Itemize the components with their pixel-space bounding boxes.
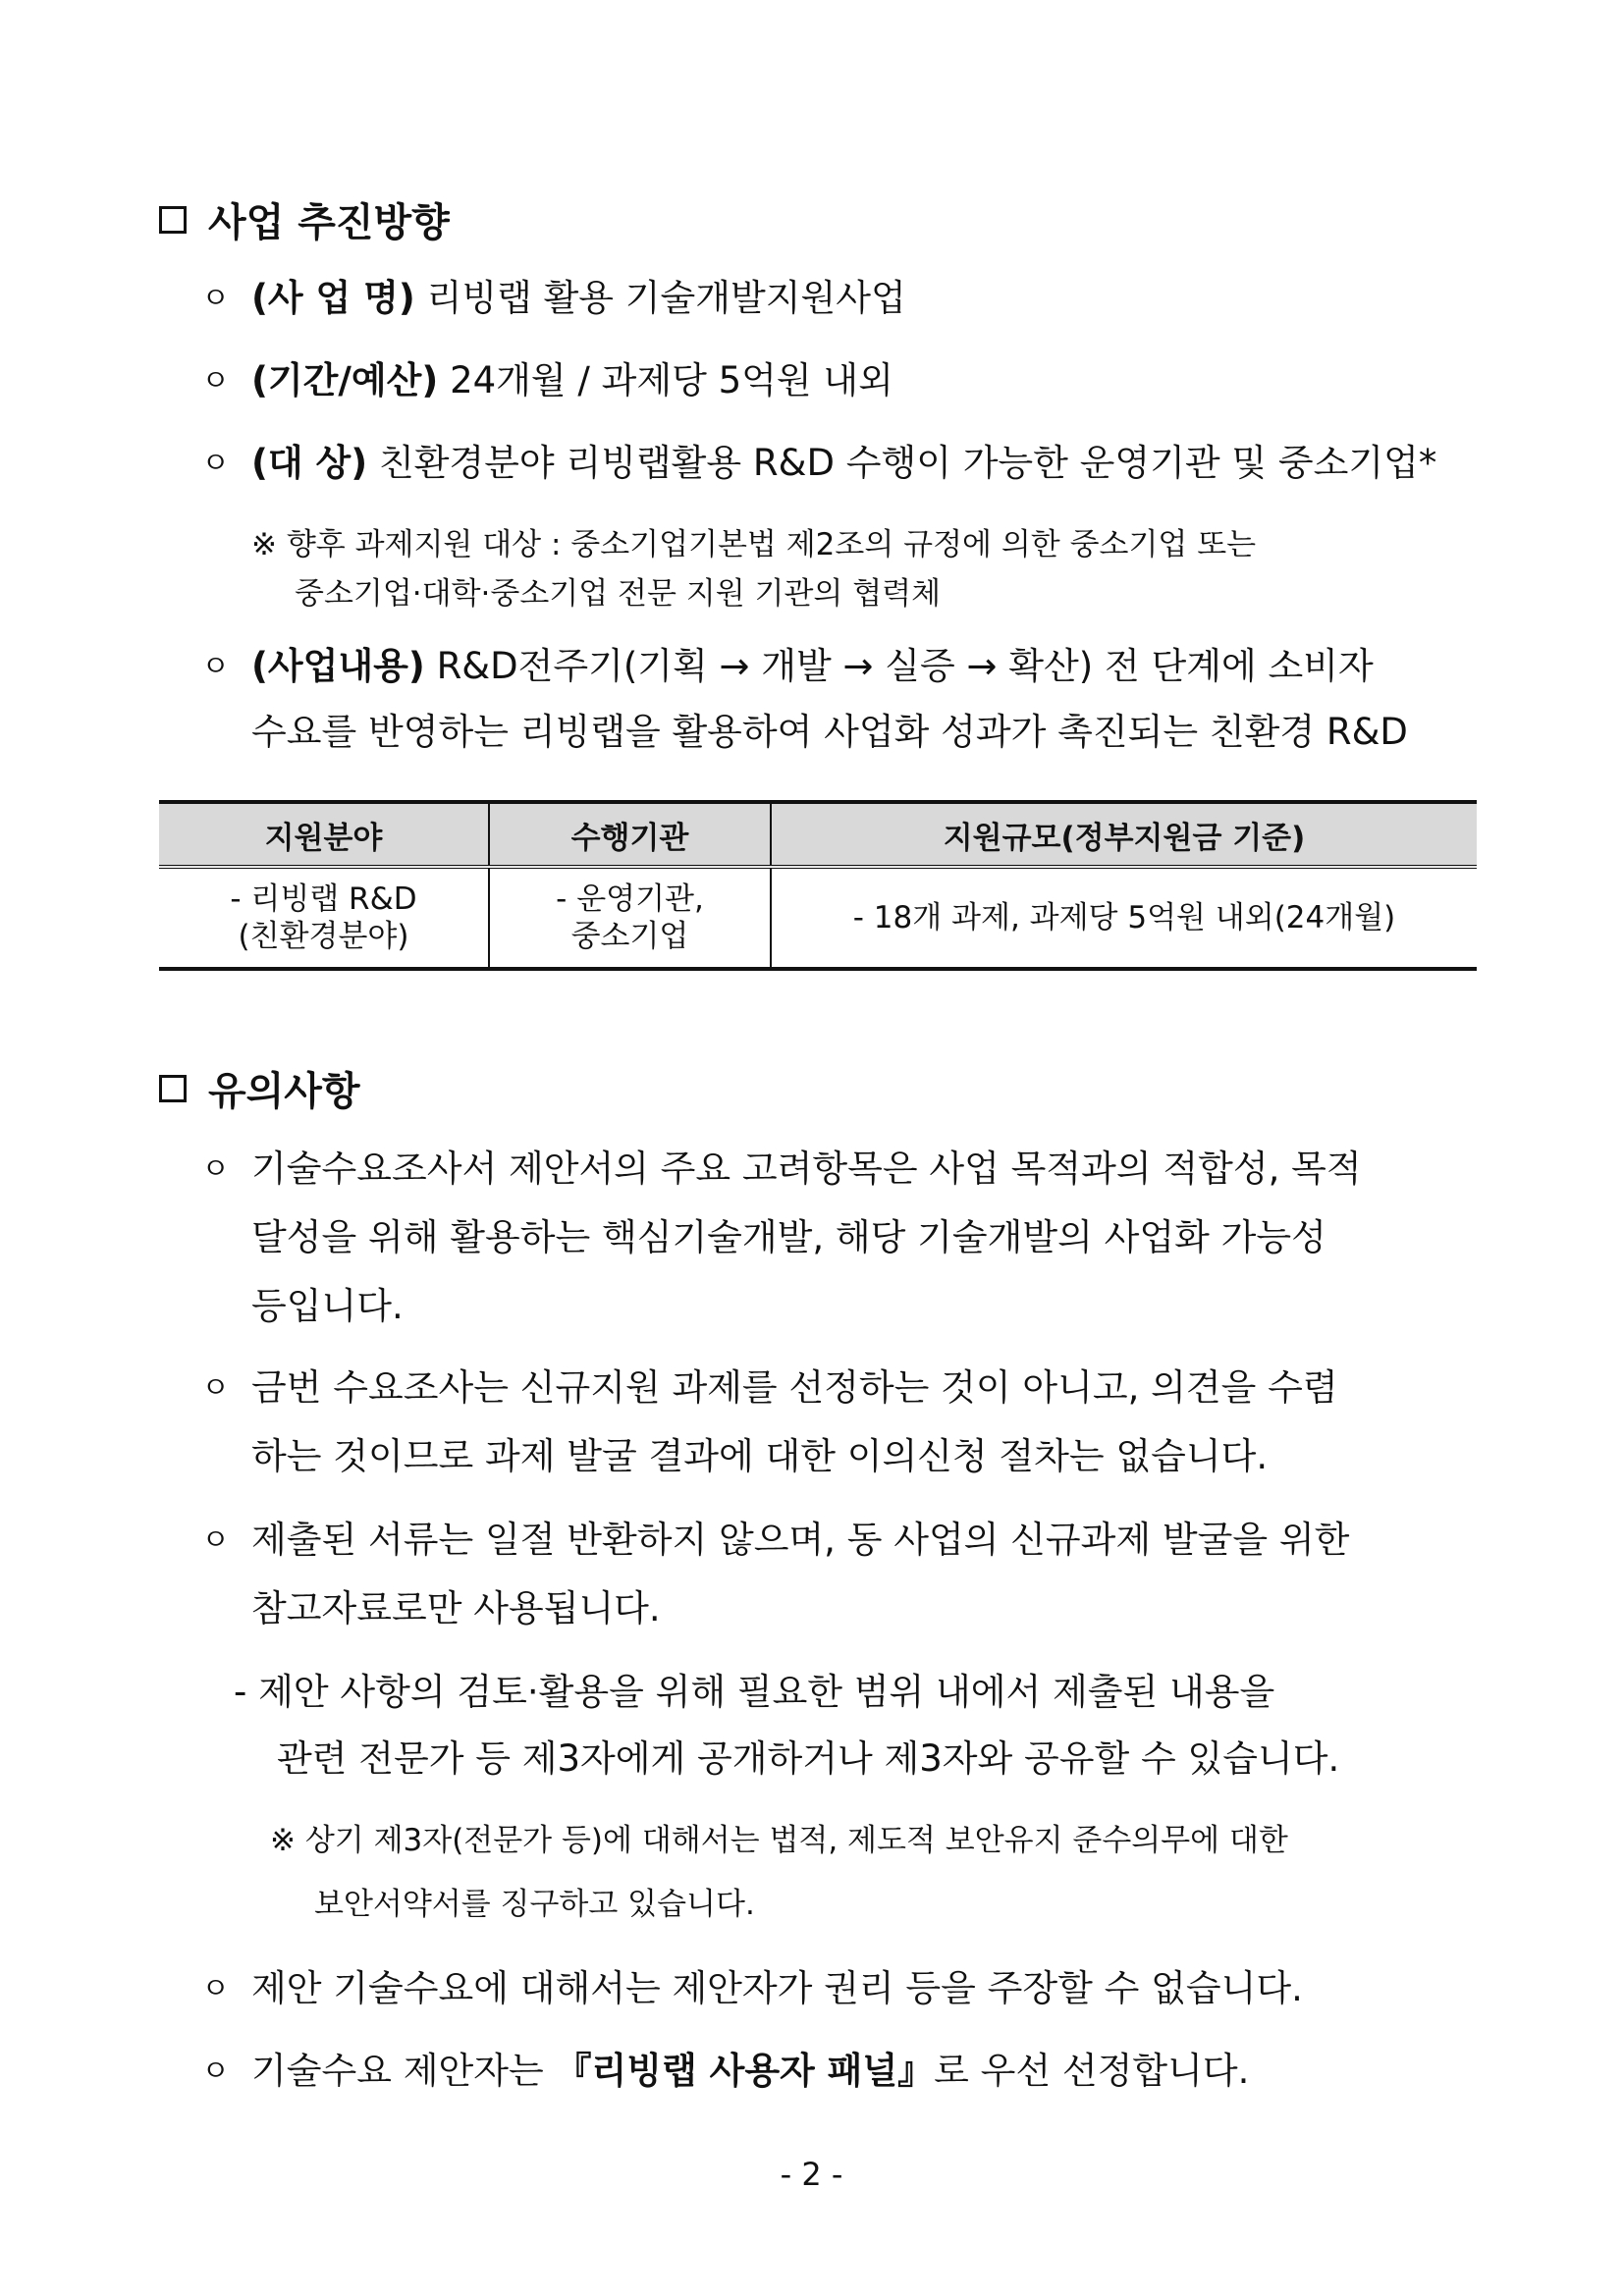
- item-text: 리빙랩 활용 기술개발지원사업: [426, 277, 906, 319]
- support-table: [159, 800, 1477, 971]
- section-heading-notes: [159, 1060, 360, 1116]
- item-text: 24개월 / 과제당 5억원 내외: [450, 359, 893, 401]
- note-line: 보안서약서를 징구하고 있습니다.: [314, 1887, 755, 1922]
- bullet-icon: ㅇ: [201, 282, 230, 316]
- text: 기술수요 제안자는: [251, 2050, 544, 2092]
- item-period-budget: [251, 357, 1476, 404]
- item-text-continued: 수요를 반영하는 리빙랩을 활용하여 사업화 성과가 촉진되는 친환경 R&D: [251, 711, 1408, 753]
- paragraph-line: 달성을 위해 활용하는 핵심기술개발, 해당 기술개발의 사업화 가능성: [251, 1216, 1326, 1258]
- paragraph-line: 제안 기술수요에 대해서는 제안자가 권리 등을 주장할 수 없습니다.: [251, 1967, 1303, 2009]
- bold-text: 『리빙랩 사용자 패널』: [555, 2050, 935, 2092]
- bullet-icon: ㅇ: [201, 447, 230, 481]
- bullet-icon: ㅇ: [201, 1371, 230, 1406]
- note-line: 중소기업·대학·중소기업 전문 지원 기관의 협력체: [295, 576, 942, 612]
- bullet-icon: ㅇ: [201, 2055, 230, 2089]
- item-target: [251, 440, 1476, 487]
- table-header: 지원분야: [159, 802, 489, 867]
- bullet-icon: ㅇ: [201, 650, 230, 684]
- table-header: 지원규모(정부지원금 기준): [771, 802, 1477, 867]
- paragraph-line: 참고자료로만 사용됩니다.: [251, 1587, 661, 1629]
- paragraph-line: 기술수요조사서 제안서의 주요 고려항목은 사업 목적과의 적합성, 목적: [251, 1148, 1362, 1190]
- paragraph-line: 등입니다.: [251, 1285, 404, 1327]
- page-number: - 2 -: [780, 2156, 843, 2193]
- item-business-content: [251, 643, 1476, 690]
- item-label: (사업내용): [251, 645, 425, 687]
- item-label: (사 업 명): [251, 277, 415, 319]
- sub-item-line: - 제안 사항의 검토·활용을 위해 필요한 범위 내에서 제출된 내용을: [234, 1671, 1275, 1713]
- item-text: R&D전주기(기획 → 개발 → 실증 → 확산) 전 단계에 소비자: [436, 645, 1374, 687]
- checkbox-square-icon: [159, 206, 187, 234]
- item-text: 친환경분야 리빙랩활용 R&D 수행이 가능한 운영기관 및 중소기업*: [378, 442, 1437, 484]
- table-cell: - 18개 과제, 과제당 5억원 내외(24개월): [852, 900, 1396, 935]
- checkbox-square-icon: [159, 1075, 187, 1102]
- bullet-icon: ㅇ: [201, 1152, 230, 1187]
- item-business-name: [251, 275, 1476, 322]
- paragraph-line: 제출된 서류는 일절 반환하지 않으며, 동 사업의 신규과제 발굴을 위한: [251, 1519, 1350, 1561]
- bullet-icon: ㅇ: [201, 364, 230, 399]
- note-line: ※ 상기 제3자(전문가 등)에 대해서는 법적, 제도적 보안유지 준수의무에 대한: [270, 1823, 1288, 1858]
- cell-line: (친환경분야): [238, 919, 409, 954]
- item-label: (기간/예산): [251, 359, 439, 401]
- sub-item-line: 관련 전문가 등 제3자에게 공개하거나 제3자와 공유할 수 있습니다.: [277, 1737, 1340, 1780]
- text: 로 우선 선정합니다.: [934, 2050, 1250, 2092]
- paragraph-line: [251, 2048, 1476, 2095]
- section-title: 유의사항: [208, 1069, 360, 1114]
- bullet-icon: ㅇ: [201, 1523, 230, 1558]
- table-cell: [489, 867, 771, 969]
- table-cell: [159, 867, 489, 969]
- table-row: [159, 867, 1477, 969]
- section-title: 사업 추진방향: [208, 200, 450, 245]
- cell-line: - 운영기관,: [556, 881, 704, 917]
- cell-line: 중소기업: [570, 919, 689, 954]
- paragraph-line: 하는 것이므로 과제 발굴 결과에 대한 이의신청 절차는 없습니다.: [251, 1435, 1269, 1477]
- item-label: (대 상): [251, 442, 368, 484]
- bullet-icon: ㅇ: [201, 1972, 230, 2006]
- paragraph-line: 금번 수요조사는 신규지원 과제를 선정하는 것이 아니고, 의견을 수렴: [251, 1366, 1338, 1409]
- note-line: ※ 향후 과제지원 대상 : 중소기업기본법 제2조의 규정에 의한 중소기업 또는: [251, 527, 1257, 562]
- section-heading-business-direction: [159, 191, 450, 247]
- table-header: 수행기관: [489, 802, 771, 867]
- cell-line: - 리빙랩 R&D: [230, 881, 417, 917]
